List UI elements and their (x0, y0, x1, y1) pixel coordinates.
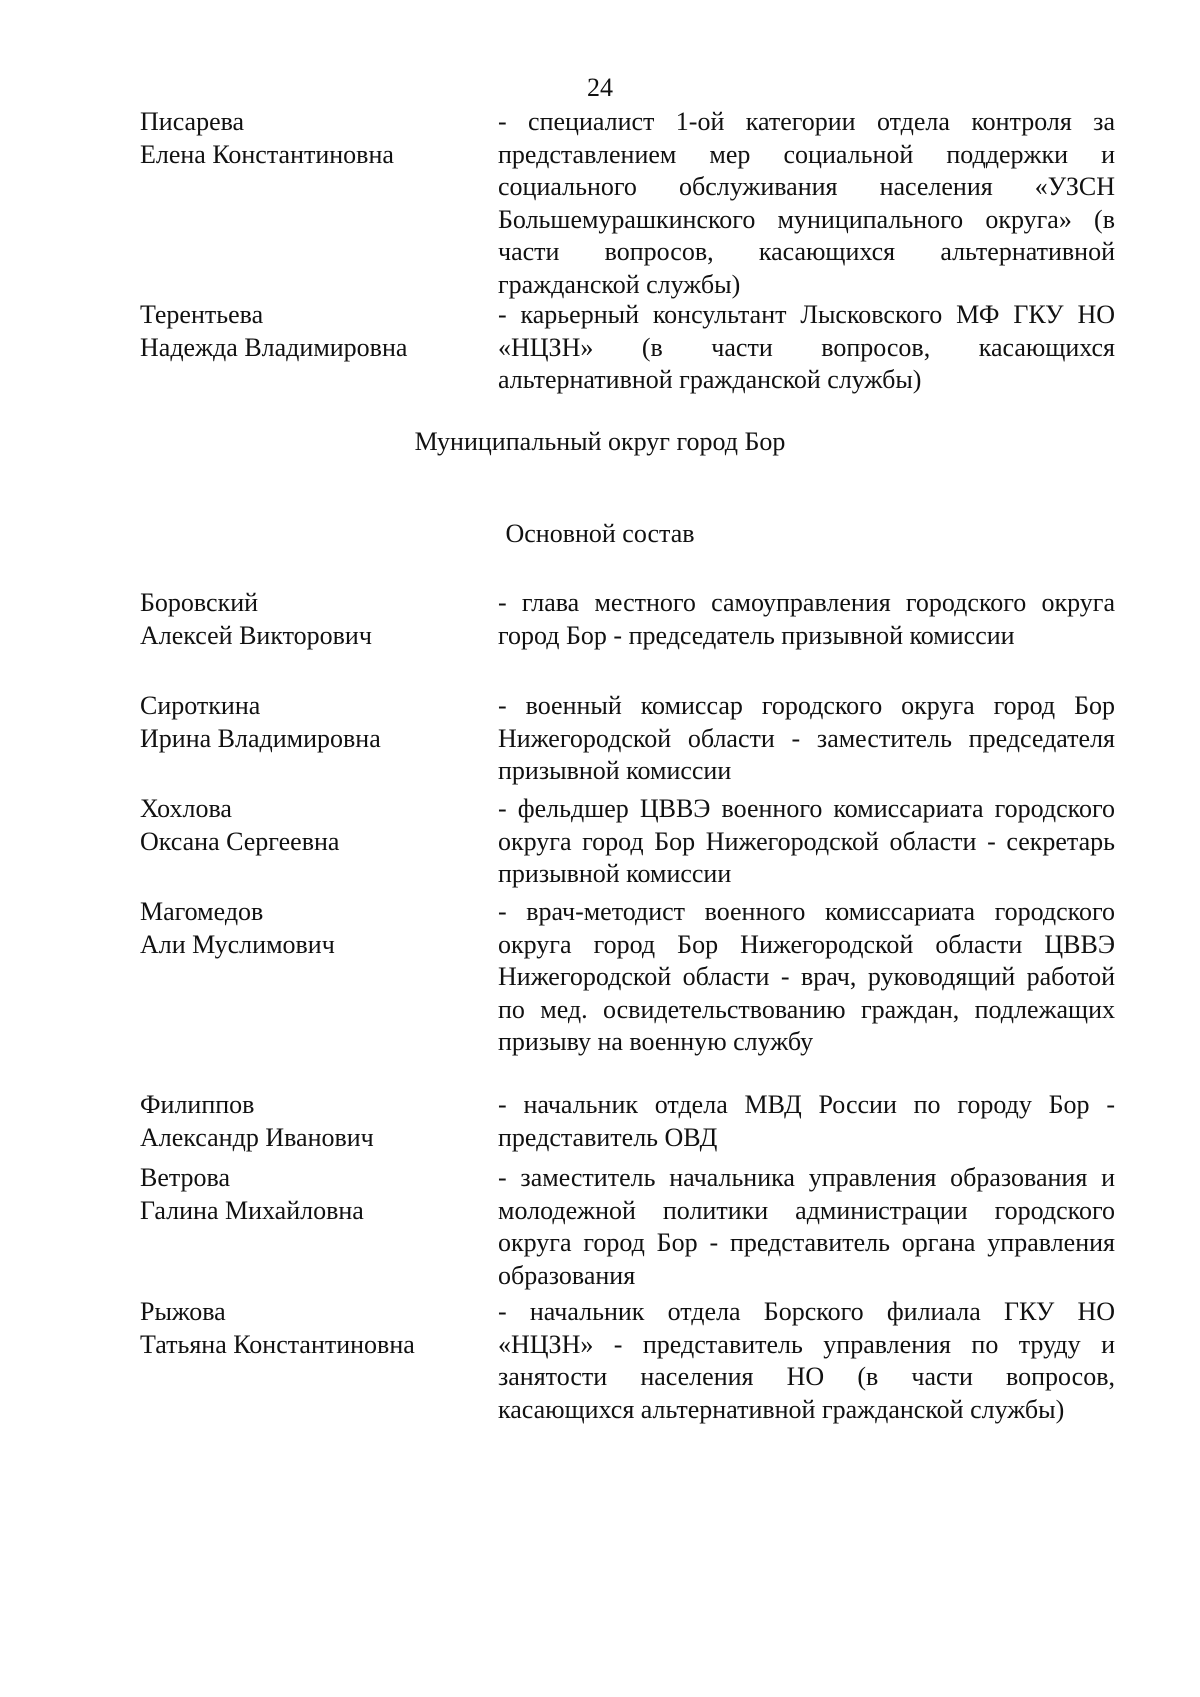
member-given-names: Надежда Владимировна (140, 332, 408, 362)
member-surname: Магомедов (140, 897, 264, 926)
section-title: Муниципальный округ город Бор (414, 427, 786, 456)
member-given-names: Али Муслимович (140, 929, 335, 959)
member-role: - заместитель начальника управления образования и молодежной политики администрации городского округа город Бор - представитель органа управления образования (498, 1163, 1115, 1290)
member-name (140, 587, 480, 652)
member-surname: Боровский (140, 588, 259, 617)
member-role: - фельдшер ЦВВЭ военного комиссариата городского округа город Бор Нижегородской области - секретарь призывной комиссии (498, 794, 1115, 888)
member-surname: Ветрова (140, 1163, 231, 1192)
member-name (140, 1162, 480, 1227)
member-surname: Сироткина (140, 691, 261, 720)
member-name (140, 1089, 480, 1154)
member-given-names: Ирина Владимировна (140, 723, 381, 753)
member-given-names: Елена Константиновна (140, 139, 394, 169)
page-number: 24 (587, 73, 613, 102)
member-surname: Хохлова (140, 794, 232, 823)
member-role: - военный комиссар городского округа город Бор Нижегородской области - заместитель председателя призывной комиссии (498, 691, 1115, 785)
member-role: - глава местного самоуправления городского округа город Бор - председатель призывной комиссии (498, 588, 1115, 650)
member-name (140, 793, 480, 858)
member-given-names: Оксана Сергеевна (140, 826, 340, 856)
member-role: - карьерный консультант Лысковского МФ ГКУ НО «НЦЗН» (в части вопросов, касающихся альтернативной гражданской службы) (498, 300, 1115, 394)
member-name (140, 106, 480, 171)
member-surname: Терентьева (140, 300, 264, 329)
member-surname: Филиппов (140, 1090, 255, 1119)
member-name (140, 299, 480, 364)
member-role: - специалист 1-ой категории отдела контроля за представлением мер социальной поддержки и социального обслуживания населения «УЗСН Большемурашкинского муниципального округа» (в части вопросов, касающихся альтернативной гражданской службы) (498, 107, 1115, 299)
member-role: - начальник отдела Борского филиала ГКУ НО «НЦЗН» - представитель управления по труду и занятости населения НО (в части вопросов, касающихся альтернативной гражданской службы) (498, 1297, 1115, 1424)
member-name (140, 1296, 480, 1361)
member-given-names: Татьяна Константиновна (140, 1329, 415, 1359)
member-given-names: Галина Михайловна (140, 1195, 364, 1225)
member-surname: Рыжова (140, 1297, 226, 1326)
member-given-names: Алексей Викторович (140, 620, 372, 650)
member-surname: Писарева (140, 107, 245, 136)
member-name (140, 896, 480, 961)
member-role: - врач-методист военного комиссариата городского округа город Бор Нижегородской области ЦВВЭ Нижегородской области - врач, руководящий работой по мед. освидетельствованию граждан, подлежащих призыву на военную службу (498, 897, 1115, 1056)
member-name (140, 690, 480, 755)
member-given-names: Александр Иванович (140, 1122, 374, 1152)
subsection-title: Основной состав (505, 519, 695, 548)
member-role: - начальник отдела МВД России по городу Бор - представитель ОВД (498, 1090, 1115, 1152)
